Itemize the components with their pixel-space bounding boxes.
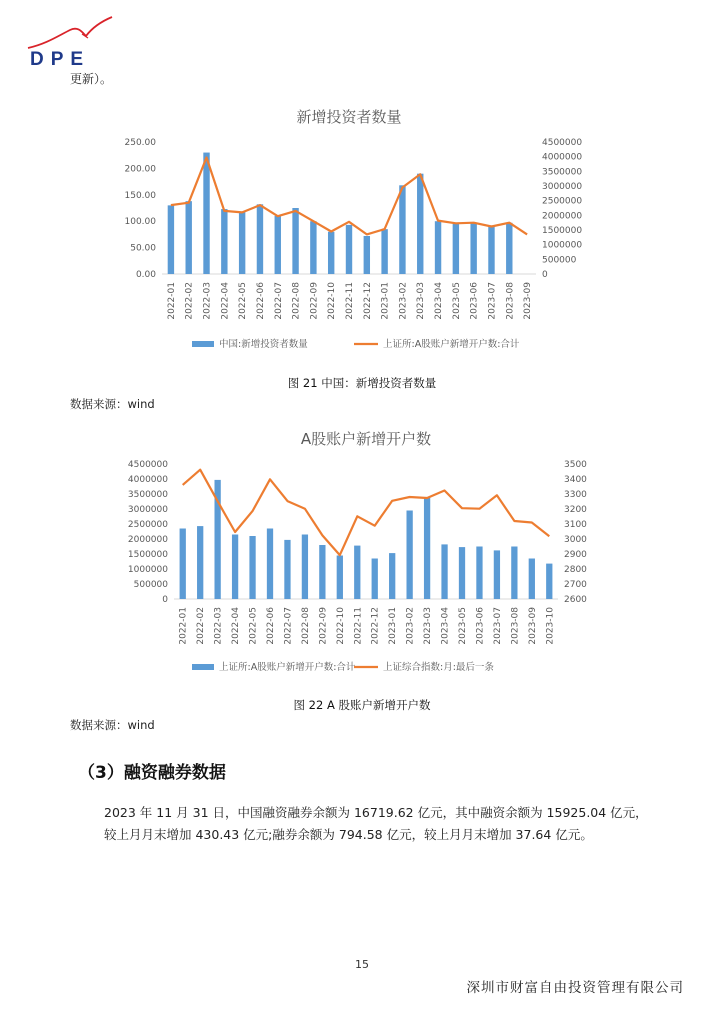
left-axis-tick-label: 50.00 [130,243,156,254]
legend-line-label: 上证所:A股账户新增开户数:合计 [383,339,520,350]
x-axis-tick-label: 2023-04 [434,282,445,320]
x-axis-tick-label: 2022-11 [345,282,355,320]
right-axis-tick-label: 3300 [564,490,587,500]
bar [546,564,552,599]
x-axis-tick-label: 2023-05 [451,282,462,320]
bar [529,559,535,600]
x-axis-tick-label: 2022-02 [184,282,195,320]
x-axis-tick-label: 2022-12 [370,607,381,645]
bar [506,223,512,274]
x-axis-tick-label: 2023-03 [416,282,427,320]
bar [292,208,298,274]
bar [249,536,255,599]
bar [399,185,405,274]
right-axis-tick-label: 2700 [564,580,587,590]
left-axis-tick-label: 1000000 [127,565,168,575]
right-axis-tick-label: 2000000 [542,211,583,222]
bar [372,559,378,600]
right-axis-tick-label: 2900 [564,550,587,560]
right-axis-tick-label: 2800 [564,565,587,575]
logo-swoosh-icon [26,14,116,54]
bar [476,547,482,600]
left-axis-tick-label: 4000000 [127,475,168,485]
bar [511,547,517,600]
bar [319,545,325,599]
x-axis-tick-label: 2023-01 [388,607,399,645]
left-axis-tick-label: 2000000 [127,535,168,545]
figure21-caption: 图 21 中国：新增投资者数量 [287,376,437,390]
bar [459,547,465,599]
bar [346,225,352,274]
x-axis-tick-label: 2023-01 [380,282,391,320]
figure21-source: 数据来源：wind [70,397,155,411]
bar [337,556,343,600]
bar [310,221,316,274]
continued-text: 更新）。 [70,72,113,86]
left-axis-tick-label: 2500000 [127,520,168,530]
x-axis-tick-label: 2023-04 [440,607,451,645]
x-axis-tick-label: 2022-07 [283,607,294,645]
left-axis-tick-label: 100.00 [124,217,156,228]
x-axis-tick-label: 2022-08 [291,282,302,320]
x-axis-tick-label: 2022-02 [196,607,207,645]
x-axis-tick-label: 2022-03 [202,282,213,320]
right-axis-tick-label: 1000000 [542,240,583,251]
chart-new-investors [104,98,624,368]
x-axis-tick-label: 2022-08 [300,607,311,645]
figure22-source: 数据来源：wind [70,718,155,732]
left-axis-tick-label: 4500000 [127,460,168,470]
x-axis-tick-label: 2022-07 [273,282,284,320]
bar [180,529,186,600]
x-axis-tick-label: 2023-08 [510,607,521,645]
x-axis-tick-label: 2023-07 [492,607,503,645]
company-name: 深圳市财富自由投资管理有限公司 [466,980,684,996]
bar [221,209,227,274]
right-axis-tick-label: 1500000 [542,226,583,236]
x-axis-tick-label: 2022-10 [327,282,338,320]
x-axis-tick-label: 2023-09 [523,282,534,320]
x-axis-tick-label: 2023-05 [458,607,468,645]
x-axis-tick-label: 2022-04 [231,607,242,645]
page-number: 15 [355,958,369,971]
bar [267,529,273,600]
x-axis-tick-label: 2022-06 [255,282,266,320]
right-axis-tick-label: 500000 [542,255,577,266]
x-axis-tick-label: 2023-07 [487,282,498,320]
bar [488,225,494,274]
x-axis-tick-label: 2022-03 [213,607,224,645]
bar [203,153,209,274]
right-axis-tick-label: 3200 [564,505,587,515]
x-axis-tick-label: 2023-09 [527,607,538,645]
x-axis-tick-label: 2023-10 [545,607,556,645]
logo-text: DPE [30,49,91,70]
legend-bar-swatch [192,664,214,670]
right-axis-tick-label: 3400 [564,475,587,485]
bar [328,232,334,274]
right-axis-tick-label: 3100 [564,520,587,530]
x-axis-tick-label: 2022-05 [248,607,259,645]
legend-line-label: 上证综合指数:月:最后一条 [383,662,494,673]
left-axis-tick-label: 0.00 [135,270,156,280]
x-axis-tick-label: 2023-06 [469,282,480,320]
chart-a-share-accounts [104,424,624,684]
bar [406,511,412,600]
bar [275,216,281,274]
bar [470,223,476,274]
x-axis-tick-label: 2023-02 [398,282,409,320]
bar [453,224,459,274]
x-axis-tick-label: 2022-11 [353,607,364,645]
right-axis-tick-label: 4000000 [542,152,583,163]
left-axis-tick-label: 200.00 [124,164,156,175]
bar [424,497,430,599]
x-axis-tick-label: 2023-02 [405,607,416,645]
x-axis-tick-label: 2022-10 [335,607,346,645]
bar [435,221,441,274]
bar [232,535,238,600]
right-axis-tick-label: 2600 [564,595,587,605]
bar [284,540,290,599]
bar [494,550,500,599]
left-axis-tick-label: 3000000 [127,505,168,515]
bar [364,236,370,274]
left-axis-tick-label: 3500000 [127,490,168,500]
right-axis-tick-label: 3500 [564,460,587,470]
bar [354,546,360,599]
left-axis-tick-label: 150.00 [124,190,156,201]
x-axis-tick-label: 2023-06 [475,607,486,645]
x-axis-tick-label: 2022-04 [220,282,231,320]
chart-title: 新增投资者数量 [296,108,402,126]
right-axis-tick-label: 3500000 [542,167,583,178]
x-axis-tick-label: 2023-03 [423,607,434,645]
figure22-caption: 图 22 A 股账户新增开户数 [293,698,431,712]
x-axis-tick-label: 2023-08 [505,282,516,320]
bar [302,535,308,600]
left-axis-tick-label: 1500000 [127,550,168,560]
right-axis-tick-label: 4500000 [542,138,583,148]
x-axis-tick-label: 2022-06 [266,607,276,645]
bar [168,205,174,274]
bar [197,526,203,599]
x-axis-tick-label: 2022-01 [178,607,189,645]
x-axis-tick-label: 2022-12 [362,282,373,320]
legend-bar-label: 中国:新增投资者数量 [219,339,308,350]
bar [389,553,395,599]
left-axis-tick-label: 0 [162,595,168,605]
section-heading: （3）融资融券数据 [78,763,226,783]
section-paragraph: 2023 年 11 月 31 日，中国融资融券余额为 16719.62 亿元，其中融资余额为 15925.04 亿元，较上月月末增加 430.43 亿元;融券余额为 794.58 亿元，较上月月末增加 37.64 亿元。 [104,805,648,842]
bar [441,544,447,599]
x-axis-tick-label: 2022-09 [318,607,329,645]
legend-bar-swatch [192,341,214,347]
x-axis-tick-label: 2022-01 [166,282,177,320]
bar [186,201,192,274]
left-axis-tick-label: 250.00 [124,138,156,148]
right-axis-tick-label: 0 [542,270,548,280]
right-axis-tick-label: 3000 [564,535,587,545]
bar [381,229,387,274]
x-axis-tick-label: 2022-09 [309,282,320,320]
chart-title: A股账户新增开户数 [300,430,432,448]
right-axis-tick-label: 3000000 [542,182,583,192]
bar [239,212,245,274]
x-axis-tick-label: 2022-05 [238,282,249,320]
bar [257,204,263,274]
right-axis-tick-label: 2500000 [542,196,583,207]
legend-bar-label: 上证所:A股账户新增开户数:合计 [219,662,356,673]
left-axis-tick-label: 500000 [133,580,168,590]
bar [417,174,423,274]
